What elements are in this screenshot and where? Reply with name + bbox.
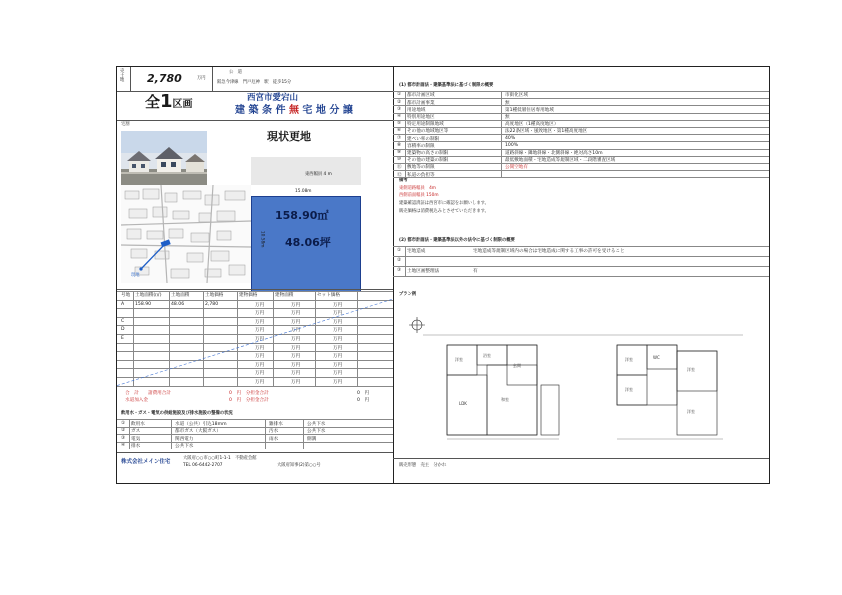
table-cell: 特定用途制限地域 [407, 122, 444, 128]
lot-count: 全1区画 [145, 91, 193, 112]
left-panel [117, 67, 394, 483]
headline: 建 築 条 件 無 宅 地 分 譲 [235, 105, 353, 116]
legal-title-2: (2) 都市計画法・建築基準法以外の法令に基づく制限の概要 [399, 238, 515, 243]
table-cell: ③ [397, 268, 402, 273]
road-type: 公 道 [229, 70, 242, 75]
table-cell: 万円 [255, 362, 265, 368]
map-marker-label: 現地 [131, 273, 140, 278]
table-cell: 万円 [291, 337, 301, 342]
table-cell: 万円 [333, 302, 343, 308]
table-cell: 宅地造成等規制区域内の場合は宅地造成に関する工事の許可を受けること [473, 249, 625, 254]
table-rule [393, 156, 769, 157]
table-rule [393, 149, 769, 150]
table-rule [117, 434, 393, 435]
table-cell: 建築物の高さの制限 [407, 150, 449, 156]
table-header: 建物価格 [239, 293, 258, 298]
table-note: 水道加入金 [125, 397, 148, 403]
table-cell: 万円 [255, 380, 265, 385]
table-rule [393, 141, 769, 142]
table-cell: ① [397, 248, 402, 253]
table-cell: 市街化区域 [505, 93, 528, 99]
table-cell: 万円 [255, 311, 265, 317]
site-photo [121, 131, 207, 185]
table-cell: ガス [131, 429, 141, 435]
table-rule [303, 419, 304, 449]
table-rule [393, 163, 769, 164]
table-header: セット価格 [317, 293, 340, 298]
table-cell: 万円 [255, 328, 265, 334]
table-cell: その他の地域地区等 [407, 129, 449, 135]
svg-text:玄関: 玄関 [513, 363, 521, 368]
table-cell: 無 [505, 100, 510, 106]
table-rule [405, 91, 406, 177]
remark-2: 西側前面幅員 150m [399, 193, 439, 198]
table-cell: 私道の負担等 [407, 172, 435, 178]
company-address: 大阪府○○市○○町1-1-1 不動産会館 [183, 456, 257, 461]
table-rule [393, 276, 769, 277]
table-rule [393, 120, 769, 121]
table-cell: 万円 [291, 328, 301, 334]
table-cell: 万円 [333, 345, 343, 351]
remark-4: 販売価格は消費税込みとさせていただきます。 [399, 209, 489, 214]
table-cell: 万円 [291, 319, 301, 325]
sale-type: 販売形態 売主 分かれ [399, 463, 447, 468]
table-cell: 雨水 [269, 436, 279, 442]
table-cell: 公共下水 [307, 421, 326, 427]
table-cell: 万円 [333, 319, 343, 325]
table-rule [405, 246, 406, 276]
table-cell: 万円 [291, 380, 301, 385]
table-note: 0 円 分担金合計 [229, 397, 269, 403]
table-cell: 関西電力 [175, 436, 194, 442]
table-cell: 敷地等の制限 [407, 165, 435, 171]
svg-text:WC: WC [653, 355, 660, 360]
price-label: 売 土 地 [120, 69, 125, 84]
depth-dim: 10.58m [259, 230, 265, 248]
table-cell: 万円 [333, 371, 343, 377]
svg-text:洋室: 洋室 [687, 409, 695, 414]
svg-text:和室: 和室 [501, 397, 509, 402]
table-cell: 最低敷地面積・宅地造成等規制区域・二段階審査区域 [505, 158, 616, 164]
location: 西宮市愛宕山 [247, 93, 299, 103]
company-tel: TEL 06-6442-2707 [183, 463, 223, 468]
table-header: 土地価格 [205, 293, 224, 298]
table-cell: ⑫ [397, 172, 402, 178]
table-cell: 都市計画事業 [407, 100, 435, 106]
table-cell: 100% [505, 142, 519, 148]
table-rule [393, 98, 769, 99]
table-rule [117, 419, 393, 420]
frontage-dim: 15.08m [295, 189, 312, 194]
table-rule [265, 419, 266, 449]
void-line-stroke [117, 299, 393, 386]
svg-text:浴室: 浴室 [483, 353, 491, 358]
table-cell: 雑排水 [269, 421, 283, 427]
table-cell: C [121, 318, 125, 324]
table-cell: 万円 [333, 362, 343, 368]
table-cell: ② [397, 99, 402, 105]
table-cell: 万円 [255, 337, 265, 342]
remark-3: 建築確認済証は西宮市に確認をお願いします。 [399, 201, 489, 206]
table-cell: D [121, 327, 125, 333]
table-cell: 万円 [333, 328, 343, 334]
table-cell: 水道（公共）引込18mm [175, 421, 227, 427]
table-note: 0 円 分担金合計 [229, 390, 269, 396]
table-cell: 宅地造成 [407, 249, 426, 254]
svg-text:LDK: LDK [459, 401, 467, 406]
area-map [121, 185, 251, 283]
table-cell: 容積率の制限 [407, 143, 435, 149]
price-value: 2,780 [147, 72, 182, 85]
remark-1: 東側道路幅員 4m [399, 186, 436, 191]
table-cell: 排水 [131, 444, 141, 450]
table-note: 0 円 [357, 390, 370, 396]
table-cell: 万円 [333, 311, 343, 317]
table-cell: 48.06 [171, 301, 185, 307]
table-cell: ① [121, 420, 126, 426]
table-cell: ② [121, 428, 126, 434]
table-rule [393, 256, 769, 257]
remarks-label: 備考 [399, 178, 408, 183]
table-cell: E [121, 336, 124, 341]
table-cell: 万円 [291, 311, 301, 317]
legal-title: (1) 都市計画法・建築基準法に基づく制限の概要 [399, 83, 494, 88]
area-m2: 158.90㎡ [275, 209, 329, 222]
table-cell: 電気 [131, 436, 141, 442]
table-cell: 公共下水 [175, 444, 194, 450]
table-rule [393, 105, 769, 106]
table-cell: 土地区画整理法 [407, 269, 440, 274]
table-cell: ① [397, 92, 402, 98]
flyer-sheet [116, 66, 770, 484]
table-cell: ⑩ [397, 157, 402, 163]
table-cell: 公共下水 [307, 429, 326, 435]
table-cell: 都市ガス（大阪ガス） [175, 429, 221, 435]
map-label: 宅割 [121, 122, 130, 127]
table-cell: ③ [121, 435, 126, 441]
table-header: 号地 [121, 293, 131, 298]
table-rule [393, 246, 769, 247]
road-strip [251, 157, 361, 185]
table-cell: 万円 [255, 354, 265, 360]
table-cell: ⑧ [397, 142, 402, 148]
table-cell: 万円 [291, 302, 301, 308]
table-cell: 特別用途地区 [407, 114, 435, 120]
table-cell: ⑥ [397, 128, 402, 134]
svg-text:洋室: 洋室 [687, 367, 695, 372]
table-cell: 道路斜線・隣地斜線・北側斜線・絶対高さ10m [505, 150, 603, 156]
table-rule [501, 91, 502, 177]
company-name: 株式会社メイン住宅 [121, 459, 171, 465]
table-header: 土地面積(㎡) [135, 293, 162, 298]
table-cell: 158.90 [135, 301, 152, 307]
table-cell: 飲用水 [131, 421, 145, 427]
road-label: 東西幅員 4 m [305, 172, 332, 177]
table-cell: 万円 [255, 345, 265, 351]
access-info: 阪急今津線 門戸厄神 駅 徒歩15分 [217, 80, 292, 85]
table-cell: 万円 [333, 380, 343, 385]
table-cell: ⑪ [397, 165, 402, 171]
plan-label: プラン例 [399, 292, 417, 297]
table-cell: 万円 [291, 354, 301, 360]
table-cell: 万円 [291, 362, 301, 368]
table-cell: ⑦ [397, 135, 402, 141]
table-rule [393, 170, 769, 171]
table-cell: ③ [397, 106, 402, 112]
table-note: 合 計 諸費用合計 [125, 390, 171, 396]
company-license: 大阪府知事(2)第○○号 [277, 463, 321, 468]
table-rule [393, 134, 769, 135]
area-tsubo: 48.06坪 [285, 236, 331, 249]
table-cell: 建ぺい率の制限 [407, 136, 440, 142]
table-cell: ④ [397, 113, 402, 119]
table-cell: その他の建築の制限 [407, 158, 449, 164]
table-cell: 都市計画区域 [407, 93, 435, 99]
table-cell: 2,780 [205, 301, 219, 307]
table-cell: 公開空地有 [505, 165, 528, 171]
table-cell: 万円 [291, 345, 301, 351]
table-rule [393, 91, 769, 92]
svg-text:洋室: 洋室 [455, 357, 463, 362]
table-cell: 万円 [333, 354, 343, 360]
svg-text:洋室: 洋室 [625, 357, 633, 362]
utilities-title: 飲用水・ガス・電気の供給施設及び排水施設の整備の状況 [121, 411, 233, 416]
table-cell: 側溝 [307, 436, 317, 442]
table-cell: A [121, 301, 125, 307]
table-cell: 汚水 [269, 429, 279, 435]
table-cell: ② [397, 258, 402, 263]
table-cell: 万円 [255, 302, 265, 308]
table-cell: 第1種低層住居専用地域 [505, 107, 554, 113]
svg-text:洋室: 洋室 [625, 387, 633, 392]
status-title: 現状更地 [267, 130, 311, 143]
table-header: 建物面積 [275, 293, 294, 298]
table-rule [171, 419, 172, 449]
table-rule [129, 419, 130, 449]
table-cell: 40% [505, 135, 516, 141]
table-rule [393, 113, 769, 114]
table-cell: 法22条区域・風致地区・第1種高度地区 [505, 129, 588, 135]
table-cell: 万円 [291, 371, 301, 377]
table-cell: ⑨ [397, 149, 402, 155]
table-rule [117, 442, 393, 443]
table-cell: 万円 [255, 319, 265, 325]
table-cell: 万円 [255, 371, 265, 377]
table-cell: 無 [505, 114, 510, 120]
table-cell: 有 [473, 269, 478, 274]
table-rule [393, 266, 769, 267]
table-cell: 万円 [333, 337, 343, 342]
price-unit: 万円 [197, 76, 206, 81]
table-note: 0 円 [357, 397, 370, 403]
table-rule [117, 386, 393, 387]
table-cell: 用途地域 [407, 107, 426, 113]
void-line [117, 291, 393, 386]
table-header: 土地面積 [171, 293, 190, 298]
table-rule [117, 427, 393, 428]
table-cell: 高度地区（1種高度地区） [505, 122, 559, 128]
table-cell: ⑤ [397, 121, 402, 127]
table-rule [393, 127, 769, 128]
right-panel [393, 67, 769, 483]
table-rule [393, 177, 769, 178]
floor-plans [403, 305, 763, 455]
table-cell: ④ [121, 443, 126, 449]
